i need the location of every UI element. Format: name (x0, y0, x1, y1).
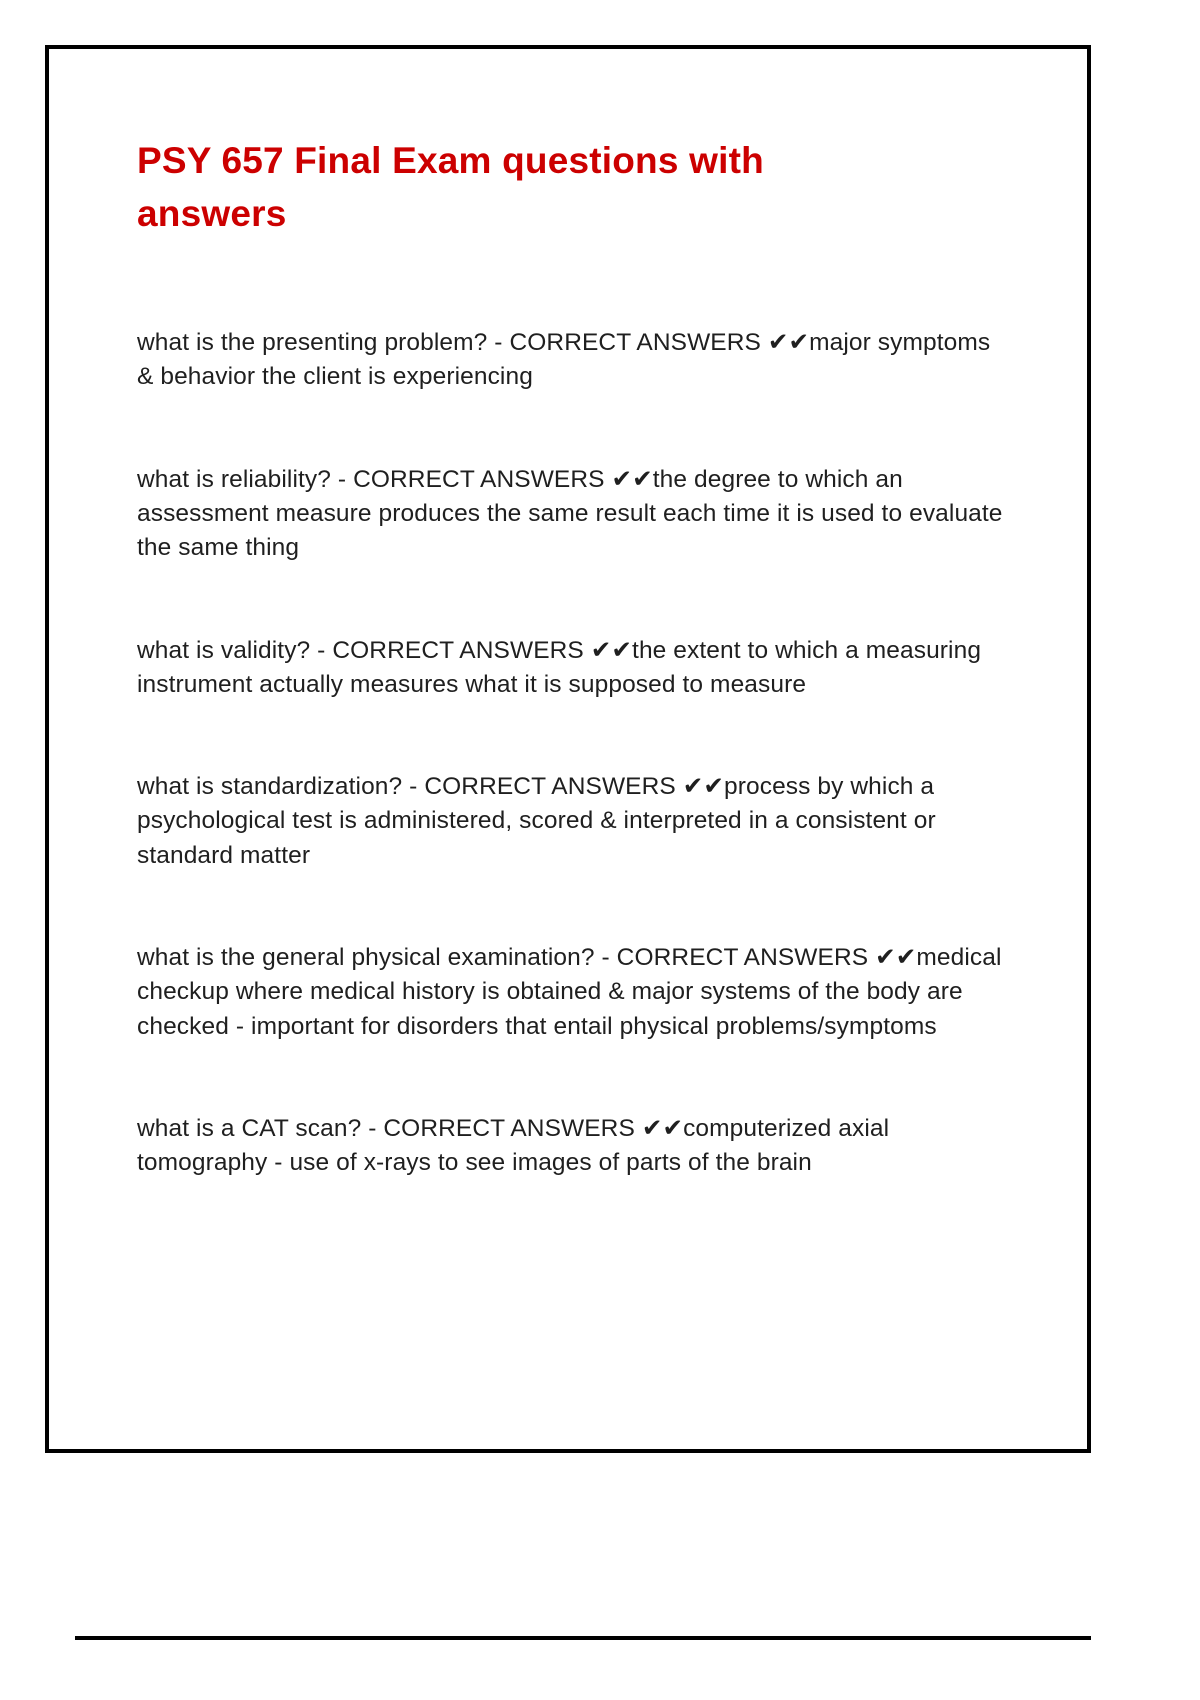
document-page-frame (45, 45, 1091, 1453)
footer-divider (75, 1636, 1091, 1640)
qa-paragraph: what is a CAT scan? - CORRECT ANSWERS ✔✔computerized axial tomography - use of x-rays to see images of parts of the brain (137, 1114, 890, 1177)
qa-paragraph: what is reliability? - CORRECT ANSWERS ✔✔the degree to which an assessment measure produces the same result each time it is used to evaluate the same thing (137, 465, 1003, 562)
qa-paragraph: what is standardization? - CORRECT ANSWERS ✔✔process by which a psychological test is administered, scored & interpreted in a consistent or standard matter (137, 773, 936, 869)
qa-paragraph: what is the presenting problem? - CORRECT ANSWERS ✔✔major symptoms & behavior the client is experiencing (137, 329, 991, 391)
page-title: PSY 657 Final Exam questions with answers (137, 140, 764, 234)
qa-paragraph: what is validity? - CORRECT ANSWERS ✔✔the extent to which a measuring instrument actually measures what it is supposed to measure (137, 636, 982, 698)
qa-list (137, 326, 1007, 1180)
qa-paragraph: what is the general physical examination? - CORRECT ANSWERS ✔✔medical checkup where medical history is obtained & major systems of the body are checked - important for disorders that entail physical problems/symptoms (137, 944, 1002, 1040)
